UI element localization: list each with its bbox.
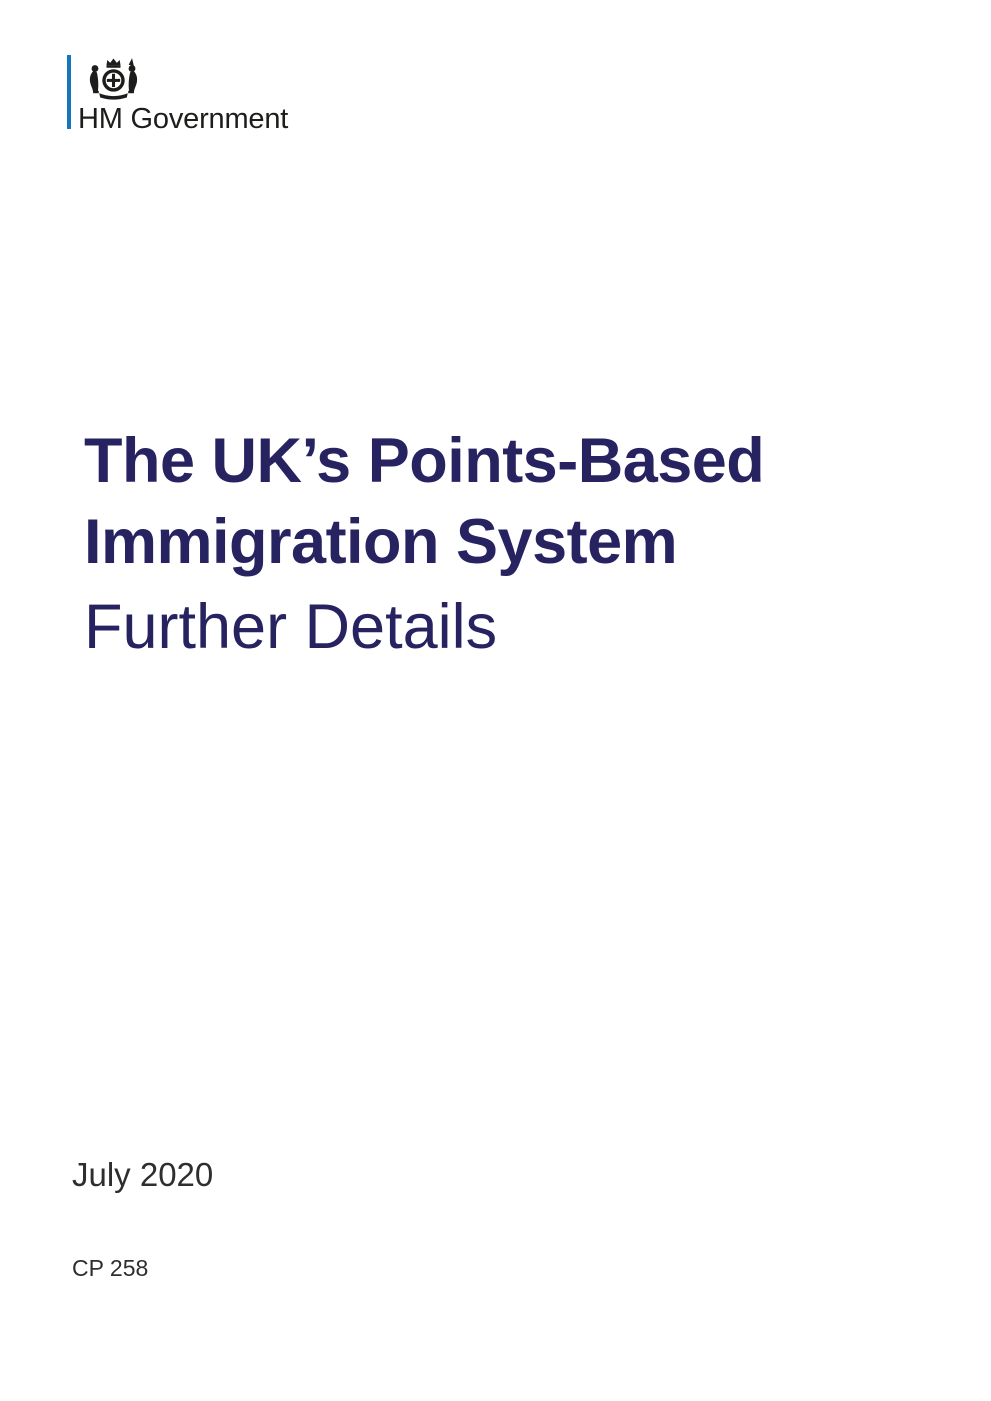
document-subtitle: Further Details <box>84 592 498 662</box>
logo-wordmark: HM Government <box>78 103 289 135</box>
publication-date: July 2020 <box>72 1156 214 1193</box>
title-line-2: Immigration System <box>84 507 678 577</box>
hm-government-logo <box>67 55 367 140</box>
logo-blue-bar <box>67 55 71 129</box>
document-title <box>84 421 954 668</box>
title-line-1: The UK’s Points-Based <box>84 426 765 496</box>
royal-coat-of-arms-icon <box>85 55 142 102</box>
command-paper-reference: CP 258 <box>72 1255 149 1281</box>
